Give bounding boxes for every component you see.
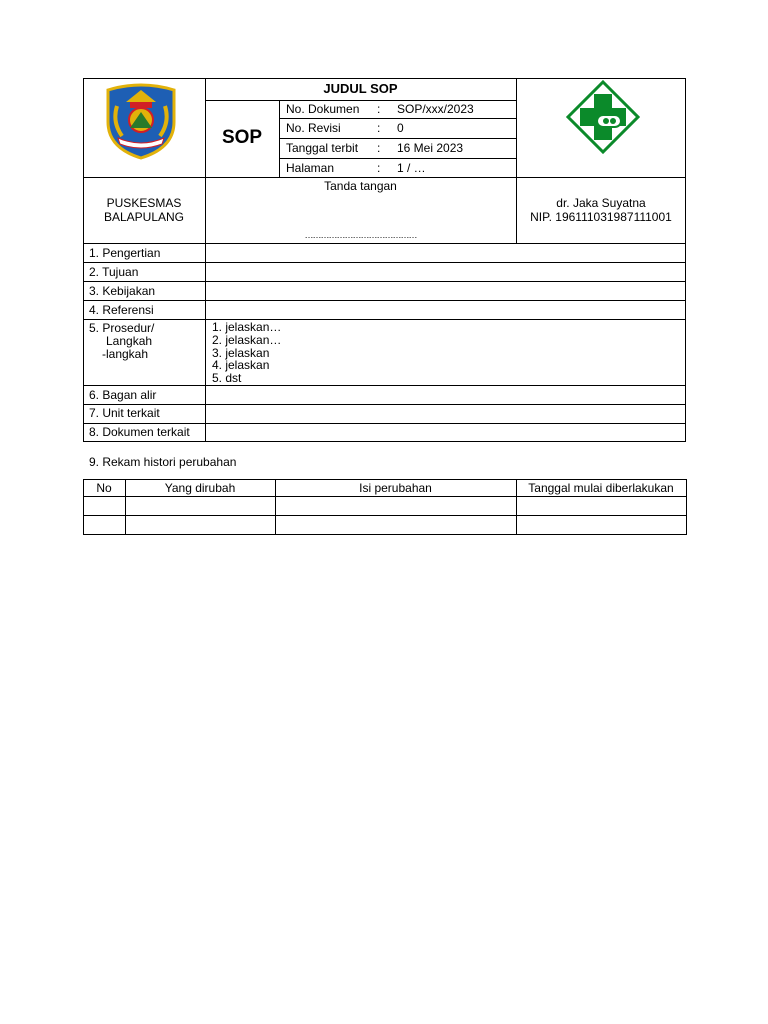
meta-label-no-dokumen: No. Dokumen	[286, 102, 360, 116]
sop-label: SOP	[221, 127, 263, 148]
section-label-prosedur: 5. Prosedur/	[89, 321, 155, 335]
signer-nip: NIP. 196111031987111001	[530, 210, 672, 224]
section-label-tujuan: 2. Tujuan	[89, 265, 139, 279]
section-label-unit-terkait: 7. Unit terkait	[89, 406, 160, 420]
meta-label-tanggal-terbit: Tanggal terbit	[286, 141, 359, 155]
meta-value-no-revisi: 0	[397, 121, 404, 135]
history-title: 9. Rekam histori perubahan	[89, 455, 237, 469]
meta-value-no-dokumen: SOP/xxx/2023	[397, 102, 474, 116]
procedure-step: 3. jelaskan	[212, 346, 270, 360]
meta-value-tanggal-terbit: 16 Mei 2023	[397, 141, 464, 155]
section-label-dokumen-terkait: 8. Dokumen terkait	[89, 425, 190, 439]
procedure-step: 1. jelaskan…	[212, 320, 282, 334]
meta-sep: :	[377, 161, 381, 175]
org-name-line1: PUSKESMAS	[106, 196, 182, 210]
meta-sep: :	[377, 102, 381, 116]
section-label-prosedur: Langkah	[106, 334, 153, 348]
procedure-step: 4. jelaskan	[212, 358, 270, 372]
meta-label-no-revisi: No. Revisi	[286, 121, 341, 135]
meta-sep: :	[377, 121, 381, 135]
procedure-step: 5. dst	[212, 371, 242, 385]
section-label-kebijakan: 3. Kebijakan	[89, 284, 156, 298]
section-label-referensi: 4. Referensi	[89, 303, 154, 317]
regional-government-shield-logo	[104, 82, 178, 160]
history-column-header: No	[96, 481, 112, 495]
meta-value-halaman: 1 / …	[397, 161, 426, 175]
meta-sep: :	[377, 141, 381, 155]
signature-title: Tanda tangan	[324, 179, 397, 193]
procedure-step: 2. jelaskan…	[212, 333, 282, 347]
document-title: JUDUL SOP	[323, 81, 398, 96]
history-column-header: Tanggal mulai diberlakukan	[528, 481, 674, 495]
signature-dots: ……………………………………	[304, 230, 417, 240]
meta-label-halaman: Halaman	[286, 161, 335, 175]
section-label-bagan-alir: 6. Bagan alir	[89, 388, 157, 402]
section-label-prosedur: -langkah	[102, 347, 149, 361]
section-label-pengertian: 1. Pengertian	[89, 246, 161, 260]
signer-name: dr. Jaka Suyatna	[556, 196, 646, 210]
org-name-line2: BALAPULANG	[103, 210, 185, 224]
history-column-header: Yang dirubah	[164, 481, 236, 495]
history-column-header: Isi perubahan	[359, 481, 432, 495]
puskesmas-green-cross-logo	[566, 80, 640, 154]
